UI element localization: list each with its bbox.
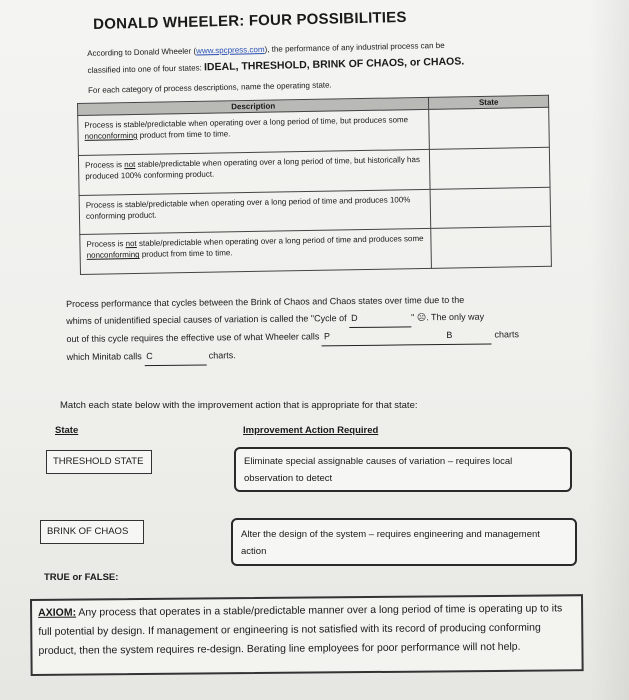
state-header: State xyxy=(429,95,549,109)
cycle-blank[interactable]: D xyxy=(349,309,411,328)
table-instruction: For each category of process descriptions, name the operating state. xyxy=(88,80,332,95)
description-cell: Process is not stable/predictable when operating over a long period of time and produces some nonconforming product from time to time. xyxy=(80,229,432,275)
match-instruction: Match each state below with the improvement action that is appropriate for that state: xyxy=(60,400,418,411)
intro-states: IDEAL, THRESHOLD, BRINK OF CHAOS, or CHAOS. xyxy=(203,55,465,74)
brink-of-chaos-box: BRINK OF CHAOS xyxy=(40,520,144,544)
paragraph-end: charts. xyxy=(208,350,236,361)
paragraph-line2-end: " ☹. The only way xyxy=(411,311,485,323)
paragraph-line1: Process performance that cycles between the Brink of Chaos and Chaos states over time due to the xyxy=(66,294,465,309)
paragraph-line2: whims of unidentified special causes of variation is called the "Cycle of xyxy=(66,313,347,326)
page-shadow xyxy=(589,0,629,700)
table-row xyxy=(80,227,552,275)
page-title: DONALD WHEELER: FOUR POSSIBILITIES xyxy=(93,8,407,33)
threshold-action-box: Eliminate special assignable causes of variation – requires local observation to detect xyxy=(234,447,572,492)
paragraph-line3: out of this cycle requires the effective use of what Wheeler calls xyxy=(66,331,320,344)
description-cell: Process is not stable/predictable when operating over a long period of time, but historically has produced 100% conforming product. xyxy=(78,149,430,195)
match-action-header: Improvement Action Required xyxy=(243,425,379,436)
brink-action-box: Alter the design of the system – requires engineering and management action xyxy=(231,518,577,566)
description-cell: Process is stable/predictable when operating over a long period of time and produces 100% conforming product. xyxy=(79,189,431,235)
true-false-label: TRUE or FALSE: xyxy=(44,572,119,583)
state-answer-cell[interactable] xyxy=(430,147,550,189)
state-answer-cell[interactable] xyxy=(430,187,550,229)
paragraph-line4: which Minitab calls xyxy=(66,351,142,362)
intro-line2: classified into one of four states: xyxy=(87,63,202,75)
axiom-text: Any process that operates in a stable/predictable manner over a long period of time is operating up to its full potential by design. If management or engineering is not satisfied with its record of producing conforming product, then the system requires re-design. Berating line employees for poor performance will not help. xyxy=(38,602,563,657)
axiom-label: AXIOM: xyxy=(38,606,77,619)
cycle-paragraph xyxy=(66,291,557,367)
spcpress-link[interactable]: www.spcpress.com xyxy=(196,44,265,56)
axiom-box xyxy=(30,594,584,676)
chart-blank-p[interactable]: P xyxy=(322,327,407,346)
intro-text xyxy=(87,35,528,79)
chart-blank-b[interactable]: B xyxy=(407,327,492,346)
minitab-blank[interactable]: C xyxy=(144,348,206,367)
state-answer-cell[interactable] xyxy=(429,107,549,149)
match-state-header: State xyxy=(55,425,79,436)
description-header: Description xyxy=(78,97,429,115)
state-table xyxy=(77,95,552,275)
paragraph-charts: charts xyxy=(494,329,519,340)
threshold-state-box: THRESHOLD STATE xyxy=(46,450,152,474)
intro-before-url: According to Donald Wheeler ( xyxy=(87,46,197,58)
intro-after-url: ), the performance of any industrial process can be xyxy=(264,40,445,54)
description-cell: Process is stable/predictable when operating over a long period of time, but produces some nonconforming product from time to time. xyxy=(78,109,430,155)
state-answer-cell[interactable] xyxy=(431,227,551,269)
